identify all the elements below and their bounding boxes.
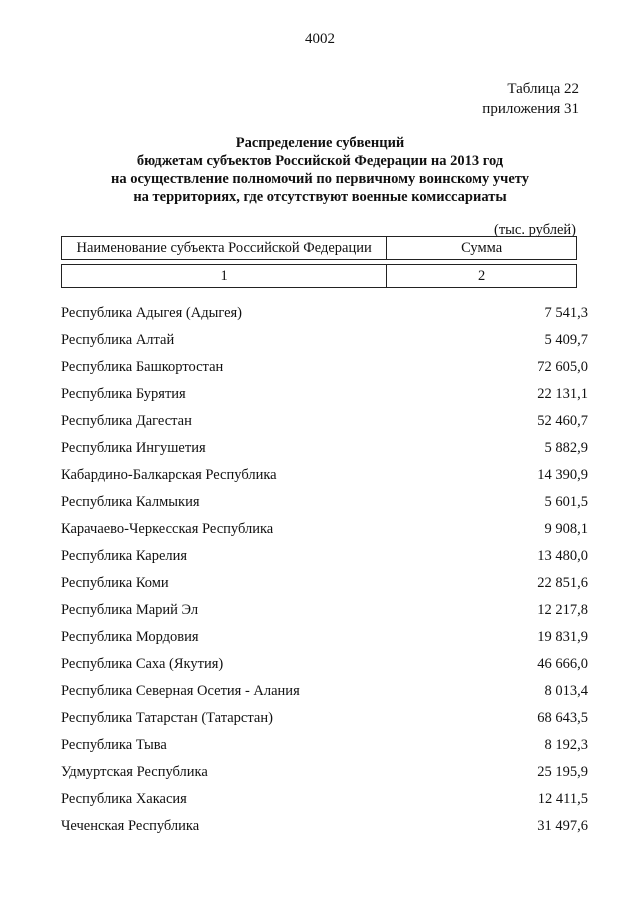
table-row xyxy=(61,818,588,845)
table-row xyxy=(61,791,588,818)
region-name: Республика Мордовия xyxy=(61,629,199,645)
region-name: Республика Башкортостан xyxy=(61,359,224,375)
table-body xyxy=(61,305,588,845)
region-amount: 12 217,8 xyxy=(537,602,588,618)
title-line-4: на территориях, где отсутствуют военные комиссариаты xyxy=(133,189,507,205)
region-name: Республика Саха (Якутия) xyxy=(61,656,224,672)
region-amount: 5 601,5 xyxy=(544,494,588,510)
table-row xyxy=(61,440,588,467)
region-amount: 5 409,7 xyxy=(544,332,588,348)
column-header-name: Наименование субъекта Российской Федерации xyxy=(62,237,387,260)
document-title xyxy=(0,134,640,206)
region-amount: 12 411,5 xyxy=(537,791,588,807)
region-name: Республика Дагестан xyxy=(61,413,192,429)
region-amount: 31 497,6 xyxy=(537,818,588,834)
region-amount: 72 605,0 xyxy=(537,359,588,375)
table-row xyxy=(61,467,588,494)
region-name: Республика Адыгея (Адыгея) xyxy=(61,305,243,321)
units-label: (тыс. рублей) xyxy=(494,222,576,238)
region-name: Республика Алтай xyxy=(61,332,175,348)
title-line-3: на осуществление полномочий по первичному воинскому учету xyxy=(111,171,529,187)
table-row xyxy=(61,575,588,602)
region-name: Республика Северная Осетия - Алания xyxy=(61,683,300,699)
region-name: Республика Татарстан (Татарстан) xyxy=(61,710,273,726)
table-row xyxy=(61,332,588,359)
region-name: Карачаево-Черкесская Республика xyxy=(61,521,274,537)
region-amount: 25 195,9 xyxy=(537,764,588,780)
region-amount: 7 541,3 xyxy=(544,305,588,321)
table-label: Таблица 22 xyxy=(507,81,579,97)
table-row xyxy=(61,494,588,521)
table-row xyxy=(61,629,588,656)
column-number-1: 1 xyxy=(62,265,387,288)
table-row xyxy=(61,359,588,386)
table-row xyxy=(61,386,588,413)
region-amount: 8 013,4 xyxy=(544,683,588,699)
region-amount: 5 882,9 xyxy=(544,440,588,456)
table-row xyxy=(61,305,588,332)
table-row xyxy=(61,764,588,791)
region-amount: 22 131,1 xyxy=(537,386,588,402)
table-row xyxy=(61,710,588,737)
region-name: Республика Бурятия xyxy=(61,386,186,402)
table-reference xyxy=(482,79,579,119)
region-amount: 46 666,0 xyxy=(537,656,588,672)
region-name: Республика Калмыкия xyxy=(61,494,200,510)
region-name: Республика Ингушетия xyxy=(61,440,206,456)
region-name: Республика Карелия xyxy=(61,548,188,564)
header-row xyxy=(62,237,577,260)
title-line-2: бюджетам субъектов Российской Федерации на 2013 год xyxy=(136,153,504,169)
table-row xyxy=(61,737,588,764)
table-row xyxy=(61,521,588,548)
region-name: Республика Хакасия xyxy=(61,791,187,807)
region-amount: 13 480,0 xyxy=(537,548,588,564)
region-amount: 14 390,9 xyxy=(537,467,588,483)
region-amount: 9 908,1 xyxy=(544,521,588,537)
region-amount: 68 643,5 xyxy=(537,710,588,726)
region-amount: 22 851,6 xyxy=(537,575,588,591)
region-name: Чеченская Республика xyxy=(61,818,200,834)
region-amount: 19 831,9 xyxy=(537,629,588,645)
region-name: Удмуртская Республика xyxy=(61,764,208,780)
region-amount: 8 192,3 xyxy=(544,737,588,753)
region-name: Кабардино-Балкарская Республика xyxy=(61,467,277,483)
page-number: 4002 xyxy=(305,31,335,47)
region-amount: 52 460,7 xyxy=(537,413,588,429)
region-name: Республика Марий Эл xyxy=(61,602,199,618)
table-row xyxy=(61,602,588,629)
appendix-label: приложения 31 xyxy=(482,101,579,117)
table-row xyxy=(61,683,588,710)
table-row xyxy=(61,656,588,683)
table-row xyxy=(61,548,588,575)
region-name: Республика Коми xyxy=(61,575,169,591)
table-row xyxy=(61,413,588,440)
column-number-row xyxy=(62,265,577,288)
column-number-2: 2 xyxy=(387,265,577,288)
table-header xyxy=(61,236,577,288)
column-header-sum: Сумма xyxy=(387,237,577,260)
region-name: Республика Тыва xyxy=(61,737,167,753)
title-line-1: Распределение субвенций xyxy=(235,135,405,151)
